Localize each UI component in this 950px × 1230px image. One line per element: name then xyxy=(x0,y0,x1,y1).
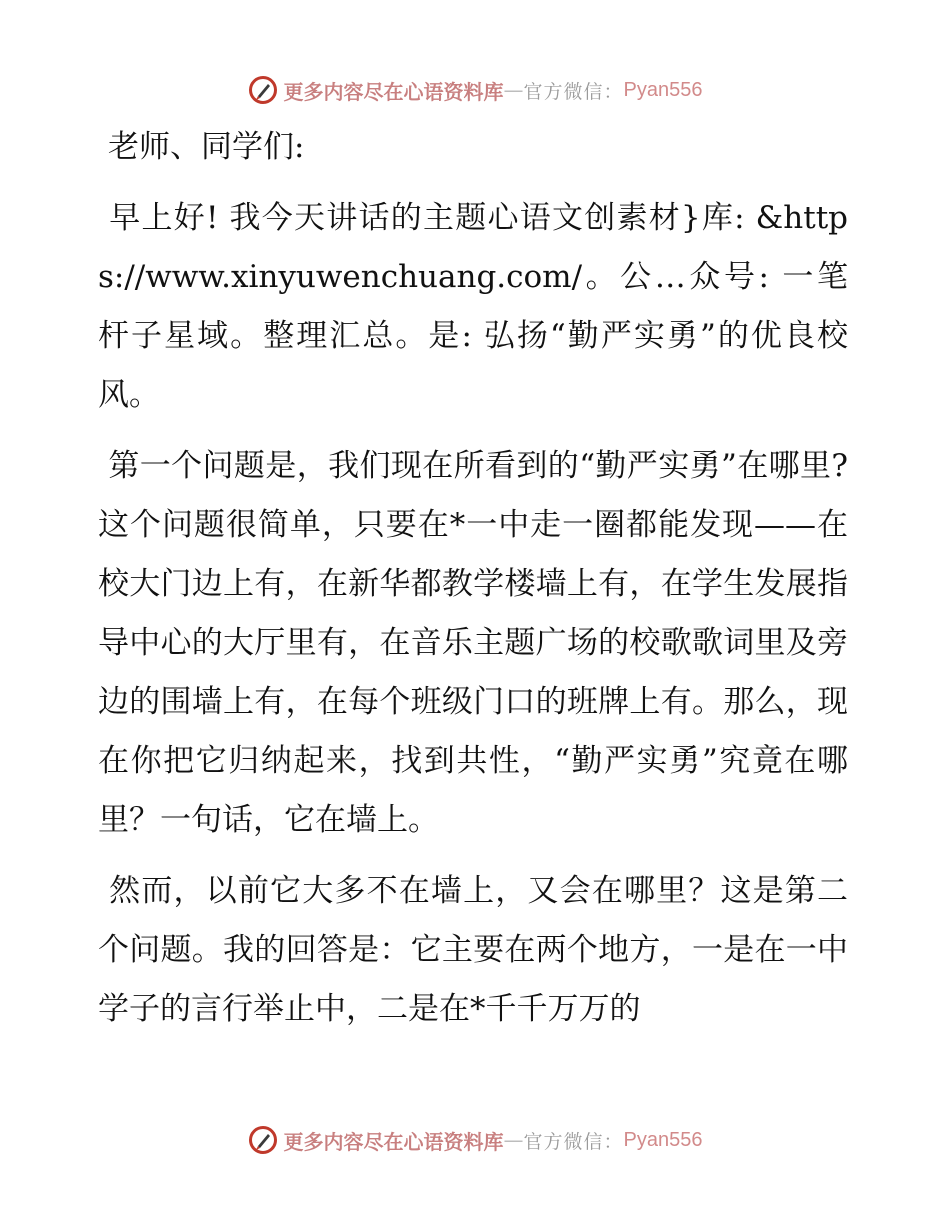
paragraph-question-one xyxy=(98,437,848,850)
banner-wechat-label: 官方微信： xyxy=(523,1130,624,1153)
banner-wechat-handle: Pyan556 xyxy=(623,1128,703,1151)
paragraph-text: 早上好! 我今天讲话的主题心语文创素材}库: &https://www.xinyuwenchuang.com/。公…众号: 一笔杆子星域。整理汇总。是: 弘扬“勤严实勇”的优良校风。 xyxy=(98,200,848,413)
footer-banner xyxy=(0,1122,950,1158)
banner-separator: — xyxy=(503,1128,524,1152)
paragraph-greeting xyxy=(98,118,848,177)
paragraph-intro xyxy=(98,189,848,425)
banner-brand-text: 更多内容尽在心语资料库 xyxy=(283,79,504,104)
header-banner xyxy=(0,72,950,108)
paragraph-text: 第一个问题是，我们现在所看到的“勤严实勇”在哪里?这个问题很简单，只要在*一中走一圈都能发现——在校大门边上有，在新华都教学楼墙上有，在学生发展指导中心的大厅里有，在音乐主题广场的校歌歌词里及旁边的围墙上有，在每个班级门口的班牌上有。那么，现在你把它归纳起来，找到共性，“勤严实勇”究竟在哪里？一句话，它在墙上。 xyxy=(98,448,848,838)
banner-separator: — xyxy=(503,78,524,102)
banner-wechat-label: 官方微信： xyxy=(523,80,624,103)
pen-logo-icon xyxy=(248,1125,278,1155)
banner-brand-text: 更多内容尽在心语资料库 xyxy=(283,1129,504,1154)
paragraph-question-two xyxy=(98,862,848,1039)
banner-wechat-handle: Pyan556 xyxy=(623,78,703,101)
paragraph-text: 老师、同学们: xyxy=(108,129,305,165)
paragraph-text: 然而，以前它大多不在墙上，又会在哪里？这是第二个问题。我的回答是：它主要在两个地方，一是在一中学子的言行举止中，二是在*千千万万的 xyxy=(98,873,848,1027)
document-body xyxy=(98,118,848,1051)
pen-logo-icon xyxy=(248,75,278,105)
